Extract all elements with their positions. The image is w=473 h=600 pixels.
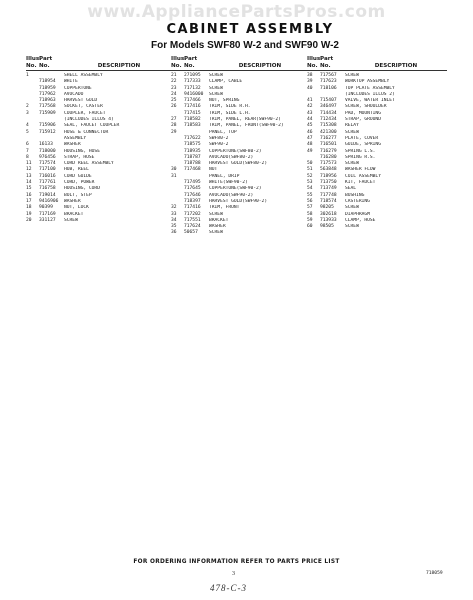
part-description: WHITE(SWF90-2) <box>209 180 248 186</box>
illus-number: 53 <box>307 180 313 186</box>
part-description: SCREW, SHOULDER <box>345 104 387 110</box>
part-description: SEAL, FAUCET COUPLER <box>64 123 120 129</box>
header-illus: Illus. <box>26 56 42 62</box>
part-description: AVOCADO(SWF80-2) <box>209 154 254 160</box>
part-number: 718787 <box>184 154 201 160</box>
illus-number: 55 <box>307 192 313 198</box>
part-description: SCREW <box>345 129 359 135</box>
illus-number: 59 <box>307 217 313 223</box>
column-header-top <box>171 56 311 63</box>
header-illus: Illus. <box>307 56 323 62</box>
page-number: 3 <box>232 571 235 577</box>
part-number: 715906 <box>39 123 56 129</box>
part-number: 717551 <box>184 217 201 223</box>
ordering-info-footer: FOR ORDERING INFORMATION REFER TO PARTS PRICE LIST <box>133 559 340 565</box>
part-number: 718106 <box>320 85 337 91</box>
part-description: COPPERTONE <box>64 85 92 91</box>
part-number: 717466 <box>184 98 201 104</box>
part-description: HARVEST GOLD(SWF80-2) <box>209 161 268 167</box>
part-number: 717568 <box>39 104 56 110</box>
header-no-part: No. <box>184 63 195 69</box>
illus-number: 38 <box>307 73 313 78</box>
part-number: 98205 <box>320 205 334 211</box>
part-description: CLAMP, HOSE <box>345 217 376 223</box>
part-number: 346497 <box>320 104 337 110</box>
illus-number: 8 <box>26 154 29 160</box>
part-description: WASHER <box>64 198 81 204</box>
part-description: SCREW <box>345 73 359 78</box>
part-number: 717333 <box>184 79 201 85</box>
part-number: 421300 <box>320 129 337 135</box>
part-description: HUB, REEL <box>64 167 89 173</box>
illus-number: 33 <box>171 211 177 217</box>
part-description: TRIM, PANEL, REAR(SWF90-2) <box>209 117 281 123</box>
header-illus: Illus. <box>171 56 187 62</box>
part-number: 718582 <box>184 117 201 123</box>
illus-number: 23 <box>171 85 177 91</box>
illus-number: 42 <box>307 104 313 110</box>
column-header-top <box>307 56 447 63</box>
part-number: 718788 <box>184 161 201 167</box>
part-description: CASTERING <box>345 198 370 204</box>
part-description: TRIM, FRONT <box>209 205 240 211</box>
header-part: Part <box>39 56 53 62</box>
header-no-illus: No. <box>307 63 318 69</box>
parts-column-2 <box>171 56 311 237</box>
illus-number: 1 <box>26 73 29 78</box>
part-number: 717574 <box>39 161 56 167</box>
part-number: 716280 <box>320 154 337 160</box>
part-number: 563848 <box>320 167 337 173</box>
illus-number: 3 <box>26 110 29 116</box>
part-description: HOUSING, HOSE <box>64 148 100 154</box>
part-number: 712434 <box>320 117 337 123</box>
part-number: 718583 <box>184 123 201 129</box>
part-description: SEAL <box>345 186 357 192</box>
illus-number: 19 <box>26 211 32 217</box>
part-number: 718397 <box>184 198 201 204</box>
parts-rows <box>307 73 447 230</box>
illus-number: 24 <box>171 91 177 97</box>
illus-number: 2 <box>26 104 29 110</box>
illus-number: 48 <box>307 142 313 148</box>
column-header-bottom <box>26 63 174 71</box>
parts-row <box>26 218 174 224</box>
illus-number: 11 <box>26 161 32 167</box>
illus-number: 39 <box>307 79 313 85</box>
part-number: 715407 <box>320 98 337 104</box>
part-description: RELAY <box>345 123 359 129</box>
part-description: SCREW <box>209 73 223 78</box>
part-number: 717416 <box>184 104 201 110</box>
part-number: 716279 <box>320 148 337 154</box>
illus-number: 45 <box>307 123 313 129</box>
part-description: SWF80-2 <box>209 135 229 141</box>
illus-number: 50 <box>307 161 313 167</box>
part-number: 718935 <box>184 148 201 154</box>
part-number: 717645 <box>184 186 201 192</box>
part-number: 718959 <box>39 85 56 91</box>
part-number: 717622 <box>184 135 201 141</box>
part-description: WASHER <box>209 224 226 230</box>
illus-number: 28 <box>171 123 177 129</box>
part-description: SCREW <box>345 224 359 230</box>
part-number: 713933 <box>320 217 337 223</box>
part-number: 90399 <box>39 205 53 211</box>
part-description: BRACKET <box>209 217 229 223</box>
part-description: BRACKET <box>64 211 84 217</box>
part-description: CORD REEL ASSEMBLY <box>64 161 114 167</box>
part-description: COPPERTONE(SWF80-2) <box>209 148 262 154</box>
header-part: Part <box>184 56 198 62</box>
part-description: TOP PLATE ASSEMBLY <box>345 85 395 91</box>
part-number: 717495 <box>184 180 201 186</box>
part-description: ASSEMBLY <box>64 135 87 141</box>
part-description: SCREW <box>209 230 223 236</box>
illus-number: 52 <box>307 173 313 179</box>
part-description: PLATE, COVER <box>345 135 379 141</box>
part-number: 715308 <box>320 123 337 129</box>
part-number: 717468 <box>184 167 201 173</box>
illus-number: 21 <box>171 73 177 78</box>
part-number: 16133 <box>39 142 53 148</box>
part-description: COIL ASSEMBLY <box>345 173 381 179</box>
parts-rows <box>171 73 311 237</box>
part-number: 302618 <box>320 211 337 217</box>
part-number: 717202 <box>184 211 201 217</box>
illus-number: 16 <box>26 192 32 198</box>
illus-number: 13 <box>26 173 32 179</box>
part-description: COUPLER, FAUCET <box>64 110 106 116</box>
part-number: 717962 <box>39 91 56 97</box>
part-number: 717646 <box>184 192 201 198</box>
part-description: (INCLUDES ILLUS 2) <box>345 91 395 97</box>
part-description: KIT, FAUCET <box>345 180 376 186</box>
illus-number: 49 <box>307 148 313 154</box>
parts-column-3 <box>307 56 447 230</box>
part-description: SOCKET, CASTER <box>64 104 103 110</box>
illus-number: 47 <box>307 135 313 141</box>
part-description: HOSE & CONNECTOR <box>64 129 109 135</box>
part-number: 716277 <box>320 135 337 141</box>
part-description: SCREW <box>209 91 223 97</box>
illus-number: 54 <box>307 186 313 192</box>
part-number: 717169 <box>39 211 56 217</box>
illus-number: 25 <box>171 98 177 104</box>
part-number: 717624 <box>184 224 201 230</box>
part-number: 716501 <box>320 142 337 148</box>
part-number: 718956 <box>320 173 337 179</box>
part-description: HARVEST GOLD(SWF90-2) <box>209 198 268 204</box>
part-description: SCREW <box>64 217 78 223</box>
part-number: 715909 <box>39 110 56 116</box>
illus-number: 29 <box>171 129 177 135</box>
handwritten-note: 478-C-3 <box>210 583 247 593</box>
header-no-illus: No. <box>26 63 37 69</box>
part-number: 717416 <box>184 205 201 211</box>
part-number: 717623 <box>320 79 337 85</box>
illus-number: 41 <box>307 98 313 104</box>
illus-number: 44 <box>307 117 313 123</box>
illus-number: 5 <box>26 129 29 135</box>
part-description: CLAMP, CABLE <box>209 79 243 85</box>
part-description: NUT, SPRING <box>209 98 240 104</box>
part-description: PAD, MOUNTING <box>345 110 381 116</box>
part-description: SCREW <box>345 161 359 167</box>
parts-row <box>171 230 311 236</box>
part-description: BUSHING <box>345 192 365 198</box>
parts-rows <box>26 73 174 224</box>
part-description: STRAP, HOSE <box>64 154 95 160</box>
part-number: 717132 <box>184 85 201 91</box>
illus-number: 43 <box>307 110 313 116</box>
part-number: 716016 <box>39 173 56 179</box>
part-description: SCREW <box>209 211 223 217</box>
part-description: PANEL, TOP <box>209 129 237 135</box>
illus-number: 57 <box>307 205 313 211</box>
part-description: SHELL ASSEMBLY <box>64 73 103 78</box>
part-number: 718963 <box>39 98 56 104</box>
parts-row <box>307 224 447 230</box>
watermark: www.AppliancePartsPros.com <box>87 2 386 22</box>
illus-number: 40 <box>307 85 313 91</box>
illus-number: 35 <box>171 224 177 230</box>
column-header-bottom <box>171 63 311 71</box>
part-description: DIAPHRAGM <box>345 211 370 217</box>
illus-number: 4 <box>26 123 29 129</box>
column-header-top <box>26 56 174 63</box>
part-description: TRIM, SIDE L.H. <box>209 110 251 116</box>
part-number: 719014 <box>39 192 56 198</box>
illus-number: 34 <box>171 217 177 223</box>
illus-number: 56 <box>307 198 313 204</box>
illus-number: 58 <box>307 211 313 217</box>
part-description: AVOCADO(SWF90-2) <box>209 192 254 198</box>
part-description: GUIDE, SPRING <box>345 142 381 148</box>
part-description: VALVE, WATER INLET <box>345 98 395 104</box>
part-number: 717415 <box>184 110 201 116</box>
part-description: WORKTOP ASSEMBLY <box>345 79 390 85</box>
part-number: 50657 <box>184 230 198 236</box>
part-description: BOLT, STEP <box>64 192 92 198</box>
part-number: 718575 <box>184 142 201 148</box>
part-description: SCREW <box>345 205 359 211</box>
part-number: 9416000 <box>184 91 204 97</box>
part-number: 718000 <box>39 148 56 154</box>
header-part: Part <box>320 56 334 62</box>
page-title: CABINET ASSEMBLY <box>166 22 334 37</box>
document-number: 718059 <box>426 571 443 576</box>
part-number: 716758 <box>39 186 56 192</box>
part-number: 717100 <box>39 167 56 173</box>
illus-number: 20 <box>26 217 32 223</box>
part-number: 717748 <box>320 192 337 198</box>
part-number: 718954 <box>39 79 56 85</box>
page-subtitle: For Models SWF80 W-2 and SWF90 W-2 <box>151 40 339 51</box>
illus-number: 18 <box>26 205 32 211</box>
illus-number: 14 <box>26 180 32 186</box>
part-description: SWF90-2 <box>209 142 229 148</box>
part-description: COPPERTONE(SWF90-2) <box>209 186 262 192</box>
part-number: 715912 <box>39 129 56 135</box>
illus-number: 26 <box>171 104 177 110</box>
part-description: CORD GUIDE <box>64 173 92 179</box>
header-description: DESCRIPTION <box>97 63 141 69</box>
illus-number: 46 <box>307 129 313 135</box>
column-header-bottom <box>307 63 447 71</box>
part-description: SPRING R.S. <box>345 154 376 160</box>
illus-number: 6 <box>26 142 29 148</box>
illus-number: 17 <box>26 198 32 204</box>
part-description: HOUSING, CORD <box>64 186 100 192</box>
illus-number: 36 <box>171 230 177 236</box>
illus-number: 30 <box>171 167 177 173</box>
part-number: 714434 <box>320 110 337 116</box>
illus-number: 22 <box>171 79 177 85</box>
part-number: 98505 <box>320 224 334 230</box>
part-number: 717567 <box>320 73 337 78</box>
part-number: 976456 <box>39 154 56 160</box>
part-number: 713750 <box>320 180 337 186</box>
part-description: STRAP, GROUND <box>345 117 381 123</box>
part-number: 718574 <box>320 198 337 204</box>
header-no-part: No. <box>320 63 331 69</box>
part-number: 717761 <box>39 180 56 186</box>
part-number: 713749 <box>320 186 337 192</box>
parts-column-1 <box>26 56 174 224</box>
part-description: TRIM, PANEL, FRONT(SWF90-2) <box>209 123 284 129</box>
part-number: 331127 <box>39 217 56 223</box>
header-description: DESCRIPTION <box>374 63 418 69</box>
part-description: WHITE <box>64 79 78 85</box>
illus-number: 12 <box>26 167 32 173</box>
part-description: TRIM, SIDE R.H. <box>209 104 251 110</box>
illus-number: 31 <box>171 173 177 179</box>
illus-number: 15 <box>26 186 32 192</box>
illus-number: 7 <box>26 148 29 154</box>
illus-number: 51 <box>307 167 313 173</box>
part-number: 717573 <box>320 161 337 167</box>
illus-number: 32 <box>171 205 177 211</box>
part-number: 271095 <box>184 73 201 78</box>
header-description: DESCRIPTION <box>238 63 282 69</box>
part-description: SCREW <box>209 85 223 91</box>
part-description: WASHER FLOW <box>345 167 376 173</box>
part-description: HARVEST GOLD <box>64 98 98 104</box>
part-description: AVOCADO <box>64 91 84 97</box>
illus-number: 27 <box>171 117 177 123</box>
part-description: (INCLUDES ILLUS 4) <box>64 117 114 123</box>
part-description: NUT, LOCK <box>64 205 89 211</box>
illus-number: 60 <box>307 224 313 230</box>
header-no-part: No. <box>39 63 50 69</box>
part-description: WASHER <box>64 142 81 148</box>
part-description: PANEL, DRIP <box>209 173 240 179</box>
part-description: CORD, POWER <box>64 180 95 186</box>
part-number: 9416906 <box>39 198 59 204</box>
header-no-illus: No. <box>171 63 182 69</box>
part-description: NUT <box>209 167 218 173</box>
part-description: SPRING L.S. <box>345 148 376 154</box>
